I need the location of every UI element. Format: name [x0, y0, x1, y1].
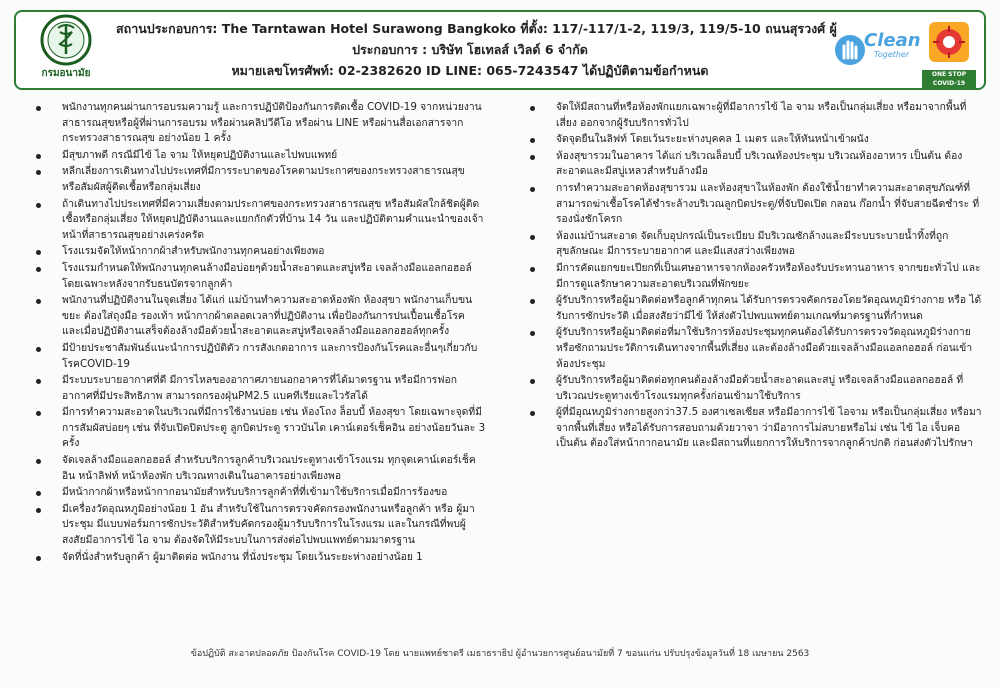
- guideline-text: พนักงานทุกคนผ่านการอบรมความรู้ และการปฏิบัติป้องกันการติดเชื้อ COVID-19 จากหน่วยงานสาธารณสุขหรือผู้ที่ผ่านการอบรม หรือผ่านคลิปวีดีโอ หรือผ่าน LINE หรือผ่านสื่อเอกสารจากกระทรวงสาธารณสุข อย่างน้อย 1 ครั้ง: [62, 101, 482, 145]
- department-caption: กรมอนามัย: [41, 68, 91, 79]
- bullet-icon: [530, 155, 535, 160]
- bullet-icon: [36, 347, 41, 352]
- bullet-icon: [36, 556, 41, 561]
- guideline-text: มีสุขภาพดี กรณีมีไข้ ไอ จาม ให้หยุดปฏิบัติงานและไปพบแพทย์: [62, 148, 338, 161]
- operator-line: ประกอบการ : บริษัท โฮเทลส์ เวิลด์ 6 จำกัด: [352, 42, 588, 57]
- guideline-text: โรงแรมกำหนดให้พนักงานทุกคนล้างมือบ่อยๆด้วยน้ำสะอาดและสบู่หรือ เจลล้างมือแอลกอฮอล์ โดยเฉพาะหลังจากรับธนบัตรจากลูกค้า: [62, 261, 472, 290]
- shield-icon: [927, 20, 971, 64]
- list-item: [16, 502, 486, 549]
- guideline-text: มีระบบระบายอากาศที่ดี มีการไหลของอากาศภายนอกอาคารที่ได้มาตรฐาน หรือมีการฟอกอากาศที่มีประสิทธิภาพ สามารถกรองฝุ่นPM2.5 แบคทีเรียและไวรัสได้: [62, 374, 457, 402]
- bullet-icon: [36, 154, 41, 159]
- guideline-text: มีเครื่องวัดอุณหภูมิอย่างน้อย 1 อัน สำหรับใช้ในการตรวจคัดกรองพนักงานหรือลูกค้า หรือ ผู้มาประชุม มีแบบฟอร์มการซักประวัติสำหรับคัดกรองผู้มารับบริการในโรงแรม และในกรณีที่พบผู้สงสัยมีอาการไข้ ไอ จาม ต้องจัดให้มีระบบในการส่งต่อไปพบแพทย์ตามมาตรฐาน: [62, 502, 475, 547]
- clean-logo-subtext: Together: [874, 50, 910, 59]
- guideline-text: จัดที่นั่งสำหรับลูกค้า ผู้มาติดต่อ พนักงาน ที่นั่งประชุม โดยเว้นระยะห่างอย่างน้อย 1: [62, 550, 423, 563]
- hand-icon: [834, 30, 866, 70]
- guideline-text: จัดเจลล้างมือแอลกอฮอล์ สำหรับบริการลูกค้าบริเวณประตูทางเข้าโรงแรม ทุกจุดเคาน์เตอร์เช็คอิน หน้าลิฟท์ หน้าห้องพัก บริเวณทางเดินในอาคารอย่างเพียงพอ: [62, 454, 476, 482]
- guideline-text: ผู้รับบริการหรือผู้มาติดต่อหรือลูกค้าทุกคน ได้รับการตรวจคัดกรองโดยวัดอุณหภูมิร่างกาย หรือ ได้รับการซักประวัติ เมื่อสงสัยว่ามีไข้ ให้ส่งตัวไปพบแพทย์ตามเกณฑ์มาตรฐานที่กำหนด: [556, 294, 982, 322]
- list-item: [510, 132, 984, 148]
- list-item: [510, 325, 984, 372]
- bullet-icon: [36, 459, 41, 464]
- list-item: [510, 373, 984, 404]
- list-item: [16, 100, 486, 147]
- bullet-icon: [530, 187, 535, 192]
- list-item: [16, 453, 486, 484]
- list-item: [510, 261, 984, 292]
- bullet-icon: [530, 267, 535, 272]
- left-guideline-column: [16, 100, 486, 566]
- bullet-icon: [36, 508, 41, 513]
- bullet-icon: [36, 411, 41, 416]
- list-item: [16, 550, 486, 566]
- list-item: [16, 341, 486, 372]
- bullet-icon: [36, 299, 41, 304]
- list-item: [16, 148, 486, 164]
- list-item: [510, 229, 984, 260]
- list-item: [16, 293, 486, 340]
- contact-line: หมายเลขโทรศัพท์: 02-2382620 ID LINE: 065-7243547 ได้ปฏิบัติตามข้อกำหนด: [231, 63, 709, 78]
- list-item: [510, 181, 984, 228]
- bullet-icon: [36, 379, 41, 384]
- health-seal-icon: [40, 14, 92, 66]
- list-item: [510, 100, 984, 131]
- guideline-text: พนักงานที่ปฏิบัติงานในจุดเสี่ยง ได้แก่ แม่บ้านทำความสะอาดห้องพัก ห้องสุขา พนักงานเก็บขนขยะ ต้องใส่ถุงมือ รองเท้า หน้ากากผ้าตลอดเวลาที่ปฏิบัติงาน เพื่อป้องกันการปนเปื้อนเชื้อโรค และเมื่อปฏิบัติงานเสร็จต้องล้างมือด้วยน้ำสะอาดและสบู่หรือเจลล้างมือแอลกอฮอล์ทุกครั้ง: [62, 294, 473, 338]
- list-item: [16, 373, 486, 404]
- guideline-text: ผู้รับบริการหรือผู้มาติดต่อทุกคนต้องล้างมือด้วยน้ำสะอาดและสบู่ หรือเจลล้างมือแอลกอฮอล์ ที่บริเวณประตูทางเข้าโรงแรมทุกครั้งก่อนเข้ามาใช้บริการ: [556, 374, 964, 402]
- guideline-text: หลีกเลี่ยงการเดินทางไปประเทศที่มีการระบาดของโรคตามประกาศของกระทรวงสาธารณสุข หรือสัมผัสผู้ติดเชื้อหรือกลุ่มเสี่ยง: [62, 165, 465, 193]
- bullet-icon: [36, 491, 41, 496]
- list-item: [16, 485, 486, 501]
- guideline-text: ผู้ที่มีอุณหภูมิร่างกายสูงกว่า37.5 องศาเซลเซียส หรือมีอาการไข้ ไอจาม หรือเป็นกลุ่มเสี่ยง หรือมาจากพื้นที่เสี่ยง หรือได้รับการสอบถามด้วยวาจา ว่ามีอาการไม่สบายหรือไม่ เช่น ไข้ ไอ เจ็บคอ เป็นต้น ต้องใส่หน้ากากอนามัย และมีสถานที่แยกการให้บริการจากลูกค้าปกติ ก่อนส่งตัวไปรักษา: [556, 406, 982, 450]
- guideline-text: โรงแรมจัดให้หน้ากากผ้าสำหรับพนักงานทุกคนอย่างเพียงพอ: [62, 245, 325, 258]
- guideline-text: ถ้าเดินทางไปประเทศที่มีความเสี่ยงตามประกาศของกระทรวงสาธารณสุข หรือสัมผัสใกล้ชิดผู้ติดเชื้อหรือกลุ่มเสี่ยง ให้หยุดปฏิบัติงานและแยกกักตัวที่บ้าน 14 วัน และปฏิบัติตามคำแนะนำของเจ้าหน้าที่สาธารณสุขอย่างเคร่งครัด: [62, 197, 484, 241]
- header-banner: [14, 10, 986, 90]
- guideline-text: จัดให้มีสถานที่หรือห้องพักแยกเฉพาะผู้ที่มีอาการไข้ ไอ จาม หรือเป็นกลุ่มเสี่ยง หรือมาจากพื้นที่เสี่ยง ออกจากผู้รับบริการทั่วไป: [556, 101, 967, 129]
- bullet-icon: [36, 170, 41, 175]
- right-guideline-column: [510, 100, 984, 453]
- guideline-text: ผู้รับบริการหรือผู้มาติดต่อที่มาใช้บริการห้องประชุมทุกคนต้องได้รับการตรวจวัดอุณหภูมิร่างกาย หรือซักถามประวัติการเดินทางจากพื้นที่เสี่ยง และต้องล้างมือด้วยเจลล้างมือแอลกอฮอล์ ก่อนเข้าห้องประชุม: [556, 326, 973, 370]
- one-stop-covid-logo: [922, 20, 976, 87]
- bullet-icon: [530, 138, 535, 143]
- guideline-text: ห้องแม่บ้านสะอาด จัดเก็บอุปกรณ์เป็นระเบียบ มีบริเวณซักล้างและมีระบบระบายน้ำทิ้งที่ถูกสุขลักษณะ มีการระบายอากาศ และมีแสงสว่างเพียงพอ: [556, 229, 949, 258]
- bullet-icon: [530, 299, 535, 304]
- list-item: [16, 261, 486, 292]
- list-item: [510, 293, 984, 324]
- bullet-icon: [530, 379, 535, 384]
- bullet-icon: [36, 203, 41, 208]
- list-item: [16, 405, 486, 452]
- footer-credit: ข้อปฏิบัติ สะอาดปลอดภัย ป้องกันโรค COVID-19 โดย นายแพทย์ชาตรี เมธาธราธิป ผู้อำนวยการศูนย์อนามัยที่ 7 ขอนแก่น ปรับปรุงข้อมูลวันที่ 18 เมษายน 2563: [190, 649, 810, 659]
- list-item: [16, 244, 486, 260]
- guideline-text: มีหน้ากากผ้าหรือหน้ากากอนามัยสำหรับบริการลูกค้าที่ที่เข้ามาใช้บริการเมื่อมีการร้องขอ: [62, 486, 448, 499]
- bullet-icon: [36, 267, 41, 272]
- stop-logo-caption: ONE STOP COVID-19: [922, 70, 976, 88]
- guideline-text: ห้องสุขารวมในอาคาร ได้แก่ บริเวณล็อบบี้ บริเวณห้องประชุม บริเวณห้องอาหาร เป็นต้น ต้องสะอาดและมีสบู่เหลวสำหรับล้างมือ: [556, 149, 963, 178]
- guideline-text: มีการทำความสะอาดในบริเวณที่มีการใช้งานบ่อย เช่น ห้องโถง ล็อบบี้ ห้องสุขา โดยเฉพาะจุดที่มีการสัมผัสบ่อยๆ เช่น ที่จับเปิดปิดประตู ลูกบิดประตู ราวบันได เคาน์เตอร์เช็คอิน อย่างน้อยวันละ 3 ครั้ง: [62, 406, 486, 450]
- clean-together-logo: [834, 20, 921, 78]
- bullet-icon: [36, 106, 41, 111]
- bullet-icon: [530, 235, 535, 240]
- establishment-info: [116, 18, 837, 81]
- clean-logo-text: Clean: [864, 30, 921, 51]
- list-item: [16, 164, 486, 195]
- department-of-health-logo: [26, 14, 106, 81]
- guideline-text: การทำความสะอาดห้องสุขารวม และห้องสุขาในห้องพัก ต้องใช้น้ำยาทำความสะอาดสุขภัณฑ์ที่สามารถฆ่าเชื้อโรคได้ชำระล้างบริเวณลูกบิดประตู/ที่จับปิดเปิด กลอน ก๊อกน้ำ ที่จับสายฉีดชำระ ที่รองนั่งชักโครก: [556, 181, 980, 226]
- list-item: [16, 197, 486, 244]
- bullet-icon: [36, 250, 41, 255]
- guideline-text: มีการคัดแยกขยะเปียกที่เป็นเศษอาหารจากห้องครัวหรือห้องรับประทานอาหาร จากขยะทั่วไป และมีการดูแลรักษาความสะอาดบริเวณที่พักขยะ: [556, 261, 981, 290]
- guideline-text: จัดจุดยืนในลิฟท์ โดยเว้นระยะห่างบุคคล 1 เมตร และให้หันหน้าเข้าผนัง: [556, 133, 869, 146]
- bullet-icon: [530, 411, 535, 416]
- list-item: [510, 149, 984, 180]
- establishment-line: สถานประกอบการ: The Tarntawan Hotel Surawong Bangkoko ที่ตั้ง: 117/-117/1-2, 119/3, 119/5-10 ถนนสุรวงศ์ ผู้: [116, 21, 837, 36]
- bullet-icon: [530, 106, 535, 111]
- list-item: [510, 405, 984, 452]
- bullet-icon: [530, 331, 535, 336]
- guideline-text: มีป้ายประชาสัมพันธ์แนะนำการปฏิบัติตัว การสังเกตอาการ และการป้องกันโรคและอื่นๆเกี่ยวกับโรคCOVID-19: [62, 341, 478, 370]
